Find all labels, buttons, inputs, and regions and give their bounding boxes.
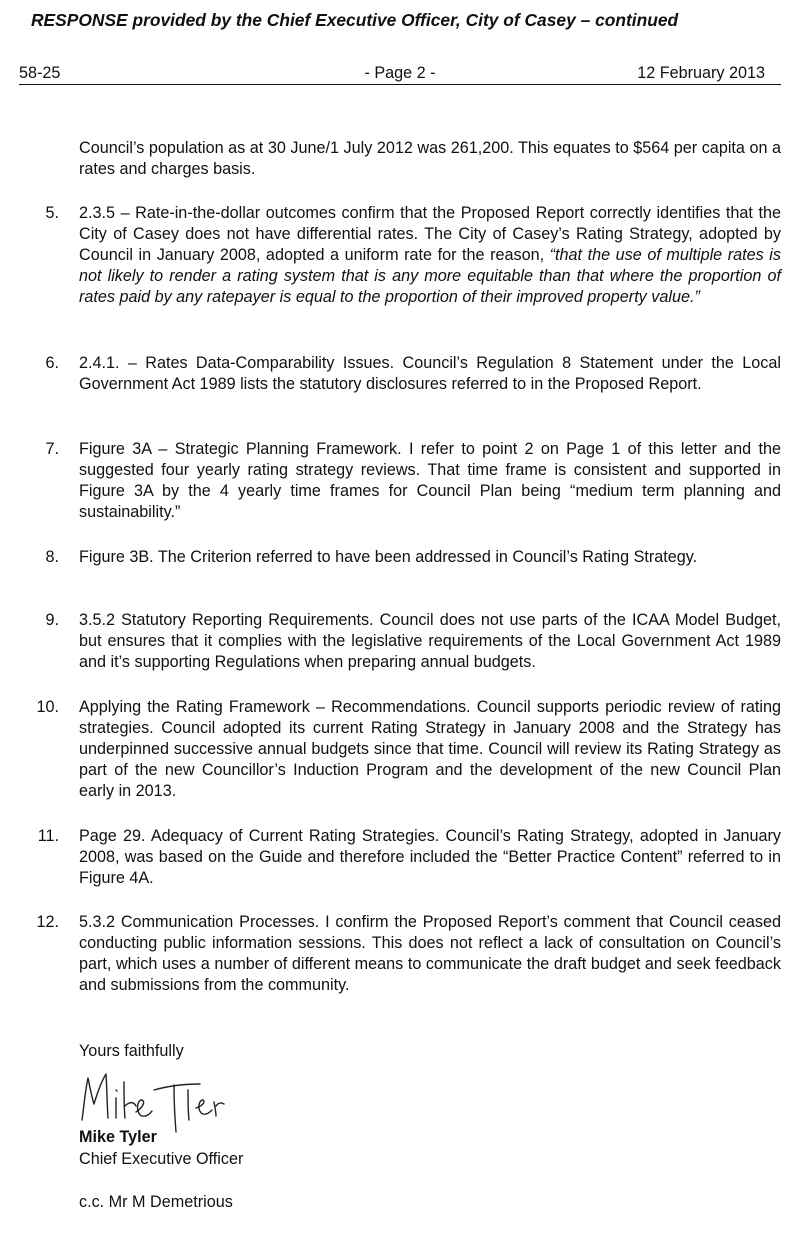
signatory-name: Mike Tyler [79, 1128, 157, 1146]
page-number: - Page 2 - [364, 64, 436, 82]
item-text: 2.3.5 – Rate-in-the-dollar outcomes confirm that the Proposed Report correctly identifies that the City of Casey does not have differential rates. The City of Casey’s Rating Strategy, adopted by Council in January 2008, adopted a uniform rate for the reason, [79, 204, 781, 264]
item-number: 9. [45, 611, 59, 629]
item-number: 12. [36, 913, 59, 931]
list-item: Applying the Rating Framework – Recommendations. Council supports periodic review of rating strategies. Council adopted its current Rating Strategy in January 2008 and the Strategy has underpinned successive annual budgets since that time. Council will review its Rating Strategy as part of the new Councillor’s Induction Program and the development of the new Council Plan early in 2013. [79, 698, 781, 800]
list-item: Figure 3A – Strategic Planning Framework. I refer to point 2 on Page 1 of this letter and the suggested four yearly rating strategy reviews. That time frame is consistent and supported in Figure 3A by the 4 yearly time frames for Council Plan being “medium term planning and sustainability.” [79, 440, 781, 521]
item-number: 6. [45, 354, 59, 372]
signature-image [76, 1068, 226, 1134]
carbon-copy: c.c. Mr M Demetrious [79, 1193, 233, 1211]
item-number: 5. [45, 204, 59, 222]
list-item: 3.5.2 Statutory Reporting Requirements. Council does not use parts of the ICAA Model Budget, but ensures that it complies with the legislative requirements of the Local Government Act 1989 and it’s supporting Regulations when preparing annual budgets. [79, 611, 781, 671]
document-header-title: RESPONSE provided by the Chief Executive Officer, City of Casey – continued [31, 10, 679, 30]
signatory-position: Chief Executive Officer [79, 1150, 244, 1168]
list-item: Page 29. Adequacy of Current Rating Strategies. Council’s Rating Strategy, adopted in January 2008, was based on the Guide and therefore included the “Better Practice Content” referred to in Figure 4A. [79, 827, 781, 887]
item-number: 8. [45, 548, 59, 566]
list-item: Figure 3B. The Criterion referred to have been addressed in Council’s Rating Strategy. [79, 548, 698, 566]
item-quote: “that the use of multiple rates is not likely to render a rating system that is any more equitable than that where the proportion of rates paid by any ratepayer is equal to the proportion of their improved property value.” [79, 246, 781, 306]
document-date: 12 February 2013 [637, 64, 765, 82]
salutation: Yours faithfully [79, 1042, 184, 1060]
list-item [79, 203, 781, 308]
item-number: 10. [36, 698, 59, 716]
list-item: 2.4.1. – Rates Data-Comparability Issues. Council’s Regulation 8 Statement under the Local Government Act 1989 lists the statutory disclosures referred to in the Proposed Report. [79, 354, 781, 393]
item-number: 7. [45, 440, 59, 458]
item-number: 11. [37, 827, 59, 845]
reference-number: 58-25 [19, 64, 61, 82]
intro-paragraph: Council’s population as at 30 June/1 July 2012 was 261,200. This equates to $564 per capita on a rates and charges basis. [79, 139, 781, 178]
page-header-row [19, 62, 781, 85]
list-item: 5.3.2 Communication Processes. I confirm the Proposed Report’s comment that Council ceased conducting public information sessions. This does not reflect a lack of consultation on Council’s part, which uses a number of different means to communicate the draft budget and seek feedback and submissions from the community. [79, 913, 781, 994]
